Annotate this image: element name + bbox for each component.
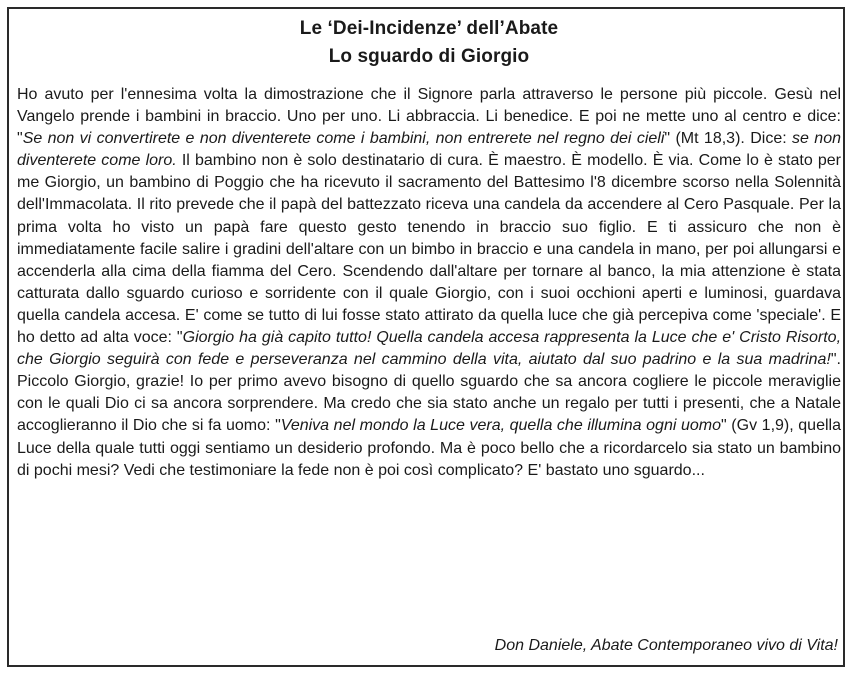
signature: Don Daniele, Abate Contemporaneo vivo di Vita!: [494, 637, 838, 654]
gospel-quote: Veniva nel mondo la Luce vera, quella che illumina ogni uomo: [280, 417, 722, 435]
article-title: Le ‘Dei-Incidenze’ dell’Abate: [299, 18, 559, 39]
spoken-quote: Giorgio ha già capito tutto! Quella candela accesa rappresenta la Luce che e' Cristo Risorto, che Giorgio seguirà con fede e perseveranza nel cammino della vita, aiutato dal suo padrino e la sua madrina!: [17, 329, 842, 369]
text-segment: ". Piccolo Giorgio, grazie! Io per primo avevo bisogno di quello sguardo che sa ancora cogliere le piccole meraviglie con le quali Dio ci sa ancora sorprendere. Ma credo che sia stato anche un regalo per tutti i presenti, che a Natale accoglieranno il Dio che si fa uomo: ": [17, 351, 841, 435]
article-body: [17, 84, 841, 482]
text-segment: " (Mt 18,3). Dice:: [664, 130, 793, 148]
text-segment: Ho avuto per l'ennesima volta la dimostrazione che il Signore parla attraverso le persone più piccole. Gesù nel Vangelo prende i bambini in braccio. Uno per uno. Li abbraccia. Li benedice. E poi ne mette uno al centro e dice: ": [17, 86, 841, 148]
text-segment: Il bambino non è solo destinatario di cura. È maestro. È modello. È via. Come lo è stato per me Giorgio, un bambino di Poggio che ha ricevuto il sacramento del Battesimo l'8 dicembre scorso nella Solennità dell'Immacolata. Il rito prevede che il papà del battezzato riceva una candela da accendere al Cero Pasquale. Per la prima volta ho visto un papà fare questo gesto tenendo in braccio suo figlio. E ti assicuro che non è immediatamente facile salire i gradini dell'altare con un bimbo in braccio e una candela in mano, per poi allungarsi e accenderla alla cima della fiamma del Cero. Scendendo dall'altare per tornare al banco, la mia attenzione è stata catturata dallo sguardo curioso e sorridente con il quale Giorgio, con i suoi occhioni aperti e luminosi, guardava quella candela accesa. E' come se tutto di lui fosse stato attirato da quella luce che già percepiva come 'speciale'. E ho detto ad alta voce: ": [17, 152, 842, 347]
text-segment: " (Gv 1,9), quella Luce della quale tutti oggi sentiamo un desiderio profondo. Ma è poco bello che a ricordarcelo sia stato un bambino di pochi mesi? Vedi che testimoniare la fede non è poi così complicato? E' bastato uno sguardo...: [17, 417, 841, 479]
article-paragraph: [17, 84, 841, 482]
gospel-quote: Se non vi convertirete e non diventerete come i bambini, non entrerete nel regno dei cieli: [22, 130, 665, 148]
gospel-quote: se non diventerete come loro.: [17, 130, 841, 170]
article-subtitle: Lo sguardo di Giorgio: [328, 46, 530, 67]
